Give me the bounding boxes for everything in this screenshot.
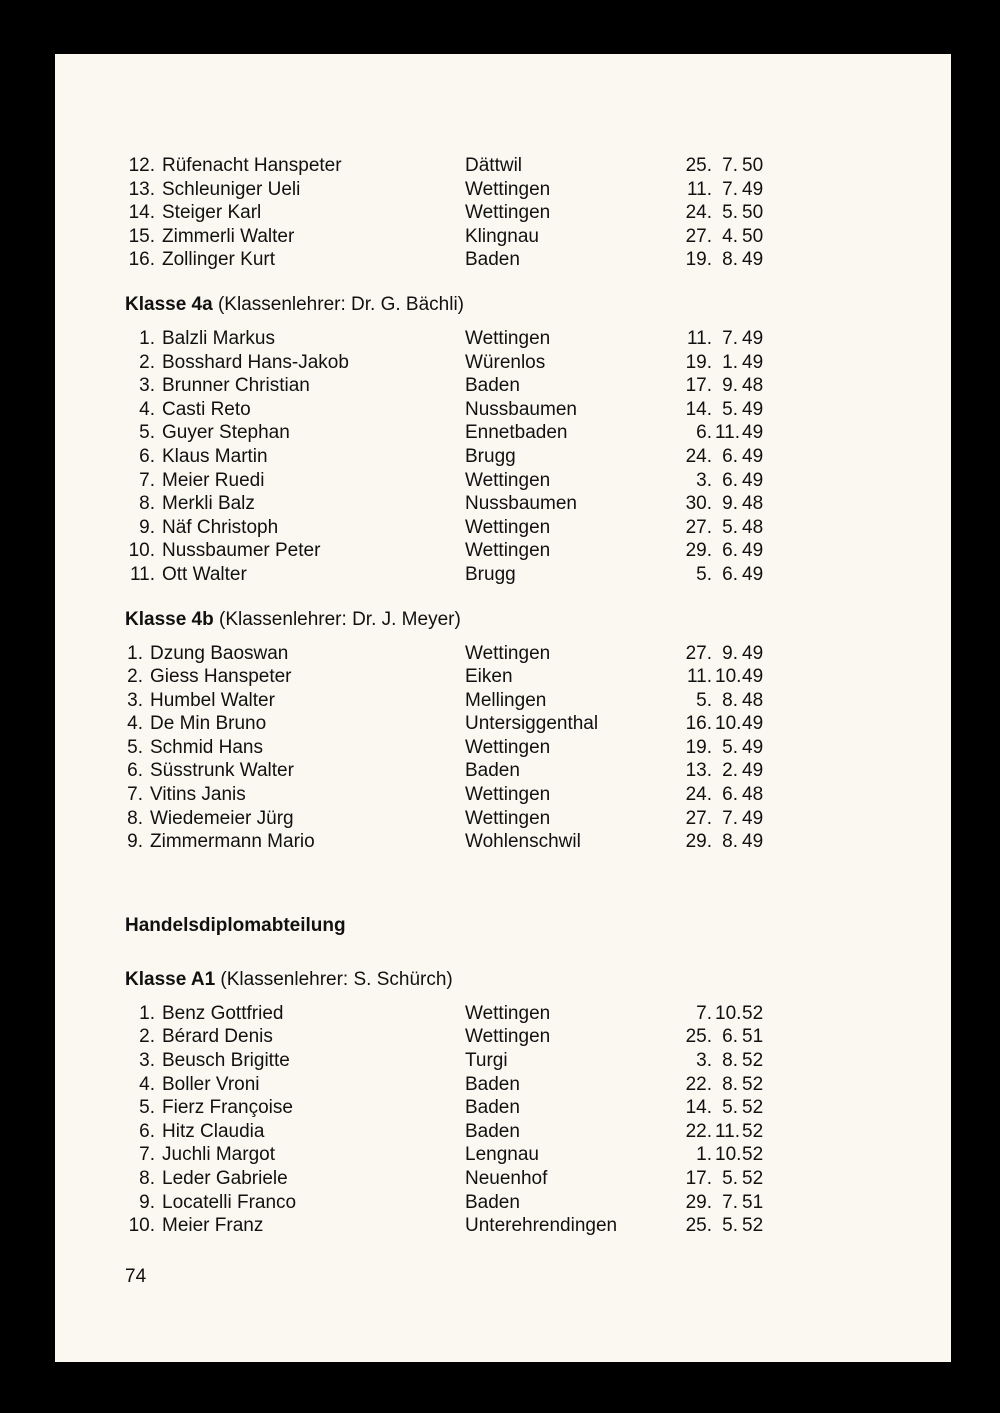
student-place: Wettingen <box>465 807 551 829</box>
student-place: Wettingen <box>465 1026 551 1048</box>
student-name: Beusch Brigitte <box>162 1050 290 1072</box>
student-row <box>125 830 911 854</box>
birth-month: 10. <box>715 1144 742 1166</box>
student-number: 9. <box>127 831 143 853</box>
birth-year: 49 <box>742 760 764 782</box>
student-place: Baden <box>465 375 520 397</box>
class-title: Klasse 4a <box>125 293 213 315</box>
student-name: Rüfenacht Hanspeter <box>162 155 342 176</box>
birth-day: 6. <box>696 422 712 444</box>
birth-year: 48 <box>742 516 764 538</box>
student-place: Wettingen <box>465 327 551 349</box>
birth-month: 6. <box>722 784 738 806</box>
birth-year: 52 <box>742 1073 764 1095</box>
birth-month: 8. <box>722 689 738 711</box>
student-number: 2. <box>139 351 155 373</box>
birth-day: 7. <box>696 1002 712 1024</box>
student-place: Baden <box>465 1120 520 1142</box>
birth-year: 50 <box>742 155 764 176</box>
student-place: Ennetbaden <box>465 422 568 444</box>
birth-day: 29. <box>685 1191 712 1213</box>
birth-year: 50 <box>742 202 764 224</box>
birth-day: 24. <box>685 784 712 806</box>
birth-year: 49 <box>742 807 764 829</box>
birth-month: 7. <box>722 807 738 829</box>
student-number: 3. <box>127 689 143 711</box>
student-number: 11. <box>129 563 155 585</box>
student-place: Baden <box>465 1097 520 1119</box>
student-name: Meier Franz <box>162 1215 264 1237</box>
student-row <box>125 1214 911 1238</box>
student-name: Ott Walter <box>162 563 247 585</box>
birth-month: 1. <box>722 351 738 373</box>
student-number: 5. <box>139 1097 155 1119</box>
birth-month: 8. <box>722 831 738 853</box>
student-name: Guyer Stephan <box>162 422 290 444</box>
student-place: Wettingen <box>465 736 551 758</box>
student-place: Würenlos <box>465 351 546 373</box>
birth-day: 14. <box>685 1097 712 1119</box>
student-name: Hitz Claudia <box>162 1120 265 1142</box>
birth-day: 24. <box>685 445 712 467</box>
student-place: Wettingen <box>465 178 551 200</box>
student-row <box>125 1096 911 1120</box>
birth-year: 49 <box>742 249 764 271</box>
student-place: Untersiggenthal <box>465 713 599 735</box>
birth-year: 50 <box>742 225 764 247</box>
birth-day: 17. <box>685 1168 712 1189</box>
student-name: Steiger Karl <box>162 202 262 224</box>
student-number: 7. <box>127 784 143 806</box>
birth-year: 49 <box>742 642 764 664</box>
page-content <box>125 154 911 1238</box>
birth-month: 5. <box>722 1097 738 1119</box>
document-page <box>55 54 951 1362</box>
student-place: Brugg <box>465 445 516 467</box>
student-name: Boller Vroni <box>162 1073 260 1095</box>
student-number: 7. <box>139 1144 155 1166</box>
birth-year: 48 <box>742 784 764 806</box>
student-number: 8. <box>127 807 143 829</box>
student-number: 5. <box>127 736 143 758</box>
student-row <box>125 665 911 689</box>
birth-month: 5. <box>722 736 738 758</box>
birth-day: 13. <box>685 760 712 782</box>
birth-day: 27. <box>685 807 712 829</box>
birth-month: 7. <box>722 1191 738 1213</box>
birth-day: 3. <box>696 1050 712 1072</box>
birth-month: 8. <box>722 1050 738 1072</box>
birth-year: 49 <box>742 445 764 467</box>
student-row <box>125 327 911 351</box>
birth-year: 51 <box>742 1026 764 1048</box>
student-row <box>125 1049 911 1073</box>
student-number: 6. <box>139 1120 155 1142</box>
student-row <box>125 1167 911 1191</box>
student-row <box>125 154 911 178</box>
student-name: Zimmerli Walter <box>162 225 295 247</box>
student-number: 4. <box>127 713 143 735</box>
class-4a-list <box>125 327 911 587</box>
student-name: Näf Christoph <box>162 516 279 538</box>
birth-year: 52 <box>742 1168 764 1189</box>
birth-month: 2. <box>722 760 738 782</box>
student-row <box>125 201 911 225</box>
birth-year: 49 <box>742 713 764 735</box>
student-name: Meier Ruedi <box>162 469 265 491</box>
student-row <box>125 516 911 540</box>
birth-year: 49 <box>742 469 764 491</box>
student-number: 5. <box>139 422 155 444</box>
student-number: 2. <box>127 666 143 688</box>
student-name: Schmid Hans <box>150 736 263 758</box>
birth-month: 4. <box>722 225 738 247</box>
class-teacher: (Klassenlehrer: S. Schürch) <box>220 968 453 990</box>
student-name: Fierz Françoise <box>162 1097 293 1119</box>
student-row <box>125 1073 911 1097</box>
student-row <box>125 712 911 736</box>
birth-day: 5. <box>696 689 712 711</box>
student-row <box>125 807 911 831</box>
class-title: Klasse 4b <box>125 608 214 630</box>
birth-year: 52 <box>742 1097 764 1119</box>
birth-month: 11. <box>715 422 741 444</box>
birth-day: 25. <box>685 1215 712 1237</box>
student-place: Klingnau <box>465 225 539 247</box>
birth-day: 11. <box>686 327 712 349</box>
student-number: 10. <box>128 1215 155 1237</box>
student-row <box>125 1025 911 1049</box>
birth-day: 25. <box>685 1026 712 1048</box>
student-place: Wettingen <box>465 642 551 664</box>
birth-year: 48 <box>742 689 764 711</box>
birth-month: 7. <box>722 178 738 200</box>
student-number: 6. <box>127 760 143 782</box>
birth-day: 19. <box>685 249 712 271</box>
birth-month: 6. <box>722 445 738 467</box>
birth-month: 10. <box>715 1002 742 1024</box>
student-number: 10. <box>128 540 155 562</box>
student-place: Mellingen <box>465 689 547 711</box>
class-a1-list <box>125 1002 911 1238</box>
student-number: 16. <box>128 249 155 271</box>
student-place: Turgi <box>465 1050 508 1072</box>
birth-month: 5. <box>722 398 738 420</box>
student-place: Nussbaumen <box>465 493 577 515</box>
birth-month: 10. <box>715 713 742 735</box>
birth-year: 49 <box>742 540 764 562</box>
birth-day: 11. <box>686 666 712 688</box>
birth-day: 22. <box>685 1120 712 1142</box>
student-name: Süsstrunk Walter <box>150 760 294 782</box>
birth-month: 6. <box>722 540 738 562</box>
birth-month: 5. <box>722 1168 738 1189</box>
student-place: Eiken <box>465 666 513 688</box>
student-name: Giess Hanspeter <box>150 666 292 688</box>
birth-day: 22. <box>685 1073 712 1095</box>
student-name: Bosshard Hans-Jakob <box>162 351 349 373</box>
student-place: Wettingen <box>465 1002 551 1024</box>
birth-year: 49 <box>742 178 764 200</box>
student-list-continued <box>125 154 911 272</box>
student-name: Wiedemeier Jürg <box>150 807 294 829</box>
birth-year: 48 <box>742 375 764 397</box>
student-name: Humbel Walter <box>150 689 275 711</box>
birth-year: 49 <box>742 831 764 853</box>
student-name: De Min Bruno <box>150 713 267 735</box>
student-place: Wettingen <box>465 202 551 224</box>
birth-year: 49 <box>742 422 764 444</box>
student-row <box>125 563 911 587</box>
class-4b-list <box>125 642 911 854</box>
birth-month: 6. <box>722 1026 738 1048</box>
student-number: 3. <box>139 1050 155 1072</box>
birth-year: 52 <box>742 1120 764 1142</box>
student-name: Klaus Martin <box>162 445 268 467</box>
birth-month: 5. <box>722 516 738 538</box>
birth-day: 3. <box>696 469 712 491</box>
birth-day: 27. <box>685 225 712 247</box>
birth-month: 7. <box>722 155 738 176</box>
student-place: Baden <box>465 1191 520 1213</box>
birth-month: 5. <box>722 1215 738 1237</box>
student-number: 9. <box>139 1191 155 1213</box>
birth-year: 52 <box>742 1050 764 1072</box>
student-name: Merkli Balz <box>162 493 255 515</box>
student-row <box>125 445 911 469</box>
student-number: 14. <box>128 202 155 224</box>
birth-year: 49 <box>742 666 764 688</box>
class-a1-heading <box>125 968 911 992</box>
birth-day: 11. <box>686 178 712 200</box>
birth-year: 51 <box>742 1191 764 1213</box>
birth-day: 17. <box>685 375 712 397</box>
birth-day: 25. <box>685 155 712 176</box>
birth-month: 7. <box>722 327 738 349</box>
student-number: 13. <box>128 178 155 200</box>
student-name: Vitins Janis <box>150 784 246 806</box>
student-number: 6. <box>139 445 155 467</box>
birth-year: 49 <box>742 563 764 585</box>
student-place: Nussbaumen <box>465 398 577 420</box>
birth-month: 6. <box>722 469 738 491</box>
student-row <box>125 469 911 493</box>
birth-year: 49 <box>742 736 764 758</box>
class-teacher: (Klassenlehrer: Dr. J. Meyer) <box>219 608 461 630</box>
student-row <box>125 225 911 249</box>
birth-day: 30. <box>685 493 712 515</box>
student-number: 2. <box>139 1026 155 1048</box>
birth-year: 48 <box>742 493 764 515</box>
birth-day: 1. <box>696 1144 712 1166</box>
birth-day: 14. <box>685 398 712 420</box>
student-number: 4. <box>139 1073 155 1095</box>
student-number: 12. <box>128 155 155 176</box>
student-place: Lengnau <box>465 1144 539 1166</box>
page-number: 74 <box>125 1266 147 1287</box>
student-place: Unterehrendingen <box>465 1215 618 1237</box>
birth-month: 10. <box>715 666 742 688</box>
student-name: Bérard Denis <box>162 1026 273 1048</box>
class-4b-heading <box>125 608 911 632</box>
student-row <box>125 374 911 398</box>
birth-month: 8. <box>722 1073 738 1095</box>
class-teacher: (Klassenlehrer: Dr. G. Bächli) <box>217 293 464 315</box>
student-row <box>125 759 911 783</box>
birth-month: 6. <box>722 563 738 585</box>
class-title: Klasse A1 <box>125 968 216 990</box>
student-place: Wohlenschwil <box>465 831 581 853</box>
student-name: Balzli Markus <box>162 327 275 349</box>
student-place: Dättwil <box>465 155 523 176</box>
student-name: Brunner Christian <box>162 375 310 397</box>
section-title: Handelsdiplomabteilung <box>125 914 346 936</box>
student-row <box>125 783 911 807</box>
birth-month: 9. <box>722 642 738 664</box>
birth-month: 9. <box>722 493 738 515</box>
birth-day: 29. <box>685 831 712 853</box>
student-name: Benz Gottfried <box>162 1002 284 1024</box>
student-name: Leder Gabriele <box>162 1168 288 1189</box>
birth-day: 27. <box>685 642 712 664</box>
student-row <box>125 1002 911 1026</box>
student-name: Schleuniger Ueli <box>162 178 301 200</box>
student-number: 1. <box>139 327 155 349</box>
birth-day: 24. <box>685 202 712 224</box>
birth-day: 27. <box>685 516 712 538</box>
student-row <box>125 736 911 760</box>
student-row <box>125 492 911 516</box>
student-row <box>125 539 911 563</box>
student-name: Zimmermann Mario <box>150 831 315 853</box>
student-name: Locatelli Franco <box>162 1191 297 1213</box>
student-number: 9. <box>139 516 155 538</box>
student-name: Zollinger Kurt <box>162 249 275 271</box>
student-number: 1. <box>127 642 143 664</box>
birth-year: 49 <box>742 351 764 373</box>
birth-year: 52 <box>742 1002 764 1024</box>
student-number: 4. <box>139 398 155 420</box>
student-place: Wettingen <box>465 784 551 806</box>
birth-month: 9. <box>722 375 738 397</box>
student-place: Wettingen <box>465 516 551 538</box>
class-4a-heading <box>125 293 911 317</box>
student-row <box>125 421 911 445</box>
student-name: Dzung Baoswan <box>150 642 289 664</box>
student-number: 8. <box>139 1168 155 1189</box>
birth-month: 11. <box>715 1120 741 1142</box>
birth-month: 8. <box>722 249 738 271</box>
student-row <box>125 351 911 375</box>
birth-year: 49 <box>742 398 764 420</box>
birth-day: 29. <box>685 540 712 562</box>
birth-day: 19. <box>685 736 712 758</box>
student-number: 15. <box>128 225 155 247</box>
student-place: Baden <box>465 760 520 782</box>
student-place: Baden <box>465 249 520 271</box>
birth-year: 49 <box>742 327 764 349</box>
student-row <box>125 1143 911 1167</box>
student-place: Brugg <box>465 563 516 585</box>
student-name: Casti Reto <box>162 398 251 420</box>
student-number: 7. <box>139 469 155 491</box>
birth-day: 16. <box>685 713 712 735</box>
birth-year: 52 <box>742 1144 764 1166</box>
birth-month: 5. <box>722 202 738 224</box>
birth-day: 19. <box>685 351 712 373</box>
student-row <box>125 398 911 422</box>
student-row <box>125 1120 911 1144</box>
student-number: 8. <box>139 493 155 515</box>
student-name: Juchli Margot <box>162 1144 275 1166</box>
student-row <box>125 642 911 666</box>
birth-year: 52 <box>742 1215 764 1237</box>
student-row <box>125 1191 911 1215</box>
student-row <box>125 689 911 713</box>
birth-day: 5. <box>696 563 712 585</box>
student-place: Wettingen <box>465 469 551 491</box>
student-number: 1. <box>139 1002 155 1024</box>
student-number: 3. <box>139 375 155 397</box>
student-row <box>125 178 911 202</box>
student-place: Neuenhof <box>465 1168 548 1189</box>
student-place: Wettingen <box>465 540 551 562</box>
student-row <box>125 248 911 272</box>
student-name: Nussbaumer Peter <box>162 540 321 562</box>
student-place: Baden <box>465 1073 520 1095</box>
